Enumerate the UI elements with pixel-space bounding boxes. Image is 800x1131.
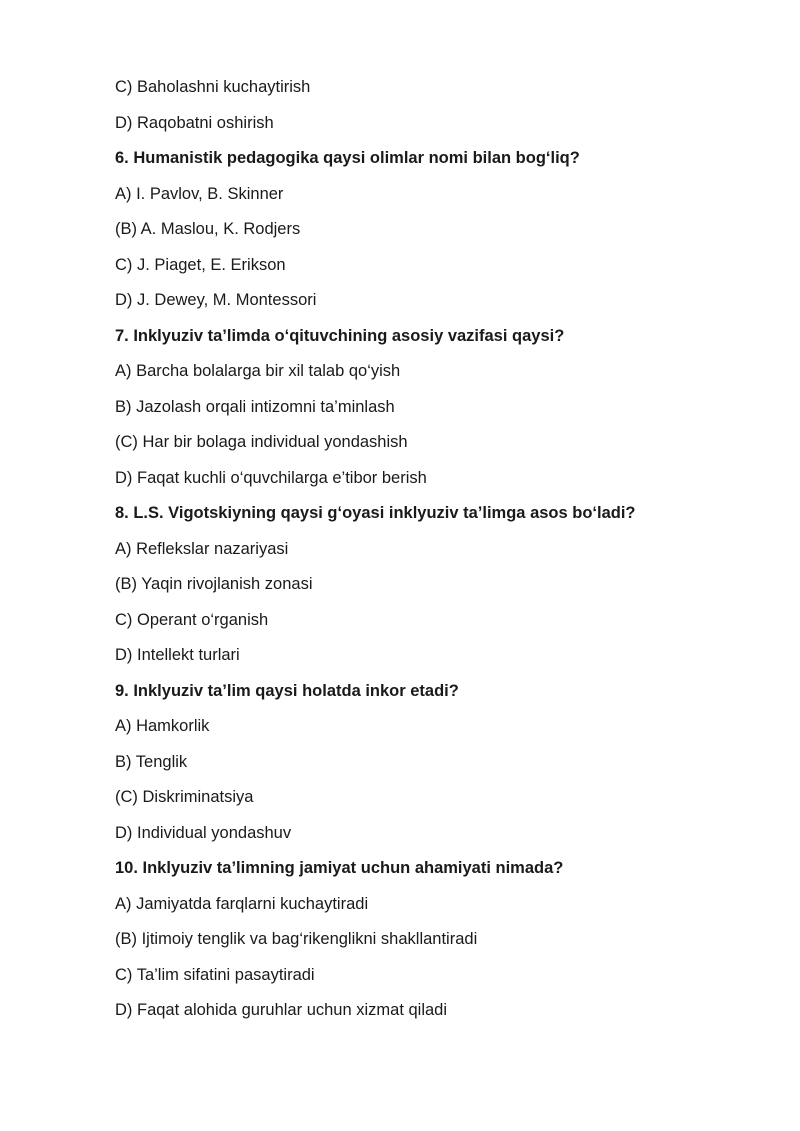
answer-option: (C) Har bir bolaga individual yondashish (115, 433, 408, 451)
answer-option: C) Ta’lim sifatini pasaytiradi (115, 965, 315, 984)
answer-option: C) Baholashni kuchaytirish (115, 78, 311, 96)
answer-option: D) Raqobatni oshirish (115, 113, 274, 132)
answer-option: A) Jamiyatda farqlarni kuchaytiradi (115, 894, 369, 913)
answer-option: D) Intellekt turlari (115, 646, 240, 664)
answer-option: B) Tenglik (115, 752, 188, 771)
question-8: 8. L.S. Vigotskiyning qaysi g‘oyasi inklyuziv ta’limga asos bo‘ladi? (115, 504, 636, 522)
answer-option: A) I. Pavlov, B. Skinner (115, 184, 284, 203)
answer-option: (C) Diskriminatsiya (115, 788, 254, 806)
answer-option: C) Operant o‘rganish (115, 610, 269, 629)
question-10: 10. Inklyuziv ta’limning jamiyat uchun ahamiyati nimada? (115, 859, 564, 877)
answer-option: D) J. Dewey, M. Montessori (115, 291, 317, 309)
answer-option: D) Faqat alohida guruhlar uchun xizmat qiladi (115, 1001, 448, 1019)
question-7: 7. Inklyuziv ta’limda o‘qituvchining asosiy vazifasi qaysi? (115, 326, 565, 345)
answer-option: A) Barcha bolalarga bir xil talab qo‘yish (115, 362, 401, 380)
answer-option: D) Individual yondashuv (115, 823, 292, 842)
question-9: 9. Inklyuziv ta’lim qaysi holatda inkor etadi? (115, 681, 459, 700)
answer-option: A) Reflekslar nazariyasi (115, 539, 289, 558)
quiz-content (115, 70, 755, 1029)
question-6: 6. Humanistik pedagogika qaysi olimlar nomi bilan bog‘liq? (115, 149, 580, 167)
answer-option: (B) A. Maslou, K. Rodjers (115, 220, 301, 238)
answer-option: A) Hamkorlik (115, 717, 210, 735)
answer-option: (B) Ijtimoiy tenglik va bag‘rikenglikni shakllantiradi (115, 930, 478, 948)
answer-option: B) Jazolash orqali intizomni ta’minlash (115, 397, 395, 416)
answer-option: C) J. Piaget, E. Erikson (115, 255, 286, 274)
answer-option: D) Faqat kuchli o‘quvchilarga e’tibor berish (115, 468, 427, 487)
answer-option: (B) Yaqin rivojlanish zonasi (115, 575, 313, 593)
